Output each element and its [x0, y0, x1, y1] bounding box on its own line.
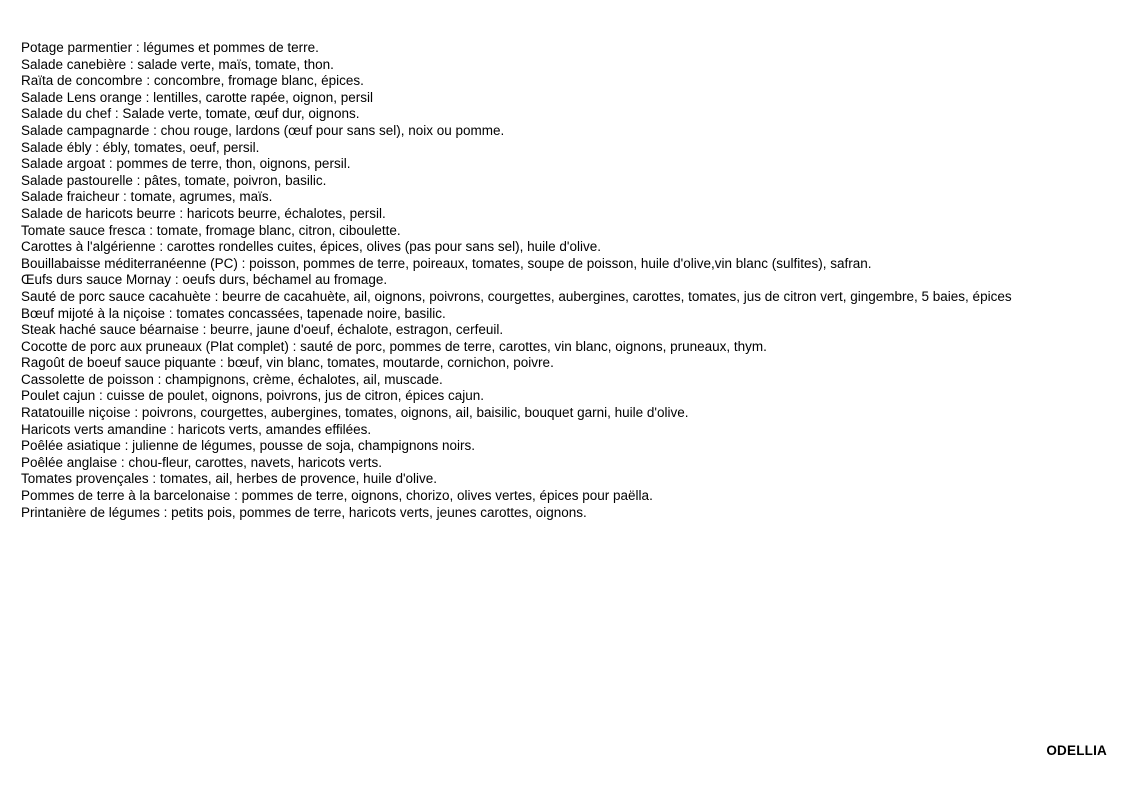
list-item: Salade fraicheur : tomate, agrumes, maïs.	[21, 189, 273, 205]
list-item: Salade du chef : Salade verte, tomate, œuf dur, oignons.	[21, 106, 360, 122]
list-item: Ratatouille niçoise : poivrons, courgettes, aubergines, tomates, oignons, ail, baisilic, bouquet garni, huile d'olive.	[21, 405, 689, 421]
list-item: Pommes de terre à la barcelonaise : pommes de terre, oignons, chorizo, olives vertes, épices pour paëlla.	[21, 488, 653, 504]
list-item: Salade campagnarde : chou rouge, lardons (œuf pour sans sel), noix ou pomme.	[21, 122, 505, 138]
list-item: Sauté de porc sauce cacahuète : beurre de cacahuète, ail, oignons, poivrons, courgettes, aubergines, carottes, tomates, jus de citron vert, gingembre, 5 baies, épices	[21, 288, 1012, 304]
recipe-ingredient-list	[21, 40, 1106, 521]
list-item: Poulet cajun : cuisse de poulet, oignons, poivrons, jus de citron, épices cajun.	[21, 388, 485, 404]
list-item: Salade argoat : pommes de terre, thon, oignons, persil.	[21, 156, 351, 172]
list-item: Cocotte de porc aux pruneaux (Plat complet) : sauté de porc, pommes de terre, carottes, vin blanc, oignons, pruneaux, thym.	[21, 338, 767, 354]
list-item: Salade Lens orange : lentilles, carotte rapée, oignon, persil	[21, 89, 373, 105]
list-item: Poêlée asiatique : julienne de légumes, pousse de soja, champignons noirs.	[21, 438, 476, 454]
list-item: Tomates provençales : tomates, ail, herbes de provence, huile d'olive.	[21, 471, 438, 487]
list-item: Carottes à l'algérienne : carottes rondelles cuites, épices, olives (pas pour sans sel), huile d'olive.	[21, 239, 601, 255]
list-item: Bouillabaisse méditerranéenne (PC) : poisson, pommes de terre, poireaux, tomates, soupe de poisson, huile d'olive,vin blanc (sulfites), safran.	[21, 255, 872, 271]
list-item: Haricots verts amandine : haricots verts, amandes effilées.	[21, 421, 372, 437]
list-item: Potage parmentier : légumes et pommes de terre.	[21, 40, 319, 55]
list-item: Œufs durs sauce Mornay : oeufs durs, béchamel au fromage.	[21, 272, 388, 288]
list-item: Salade ébly : ébly, tomates, oeuf, persil.	[21, 139, 260, 155]
list-item: Salade de haricots beurre : haricots beurre, échalotes, persil.	[21, 205, 386, 221]
footer-brand: ODELLIA	[1046, 743, 1107, 758]
list-item: Poêlée anglaise : chou-fleur, carottes, navets, haricots verts.	[21, 454, 382, 470]
list-item: Raïta de concombre : concombre, fromage blanc, épices.	[21, 73, 364, 89]
list-item: Ragoût de boeuf sauce piquante : bœuf, vin blanc, tomates, moutarde, cornichon, poivre.	[21, 355, 554, 371]
list-item: Printanière de légumes : petits pois, pommes de terre, haricots verts, jeunes carottes, oignons.	[21, 504, 587, 520]
list-item: Salade canebière : salade verte, maïs, tomate, thon.	[21, 56, 334, 72]
list-item: Tomate sauce fresca : tomate, fromage blanc, citron, ciboulette.	[21, 222, 401, 238]
list-item: Salade pastourelle : pâtes, tomate, poivron, basilic.	[21, 172, 327, 188]
list-item: Bœuf mijoté à la niçoise : tomates concassées, tapenade noire, basilic.	[21, 305, 446, 321]
list-item: Cassolette de poisson : champignons, crème, échalotes, ail, muscade.	[21, 371, 443, 387]
list-item: Steak haché sauce béarnaise : beurre, jaune d'oeuf, échalote, estragon, cerfeuil.	[21, 322, 504, 338]
